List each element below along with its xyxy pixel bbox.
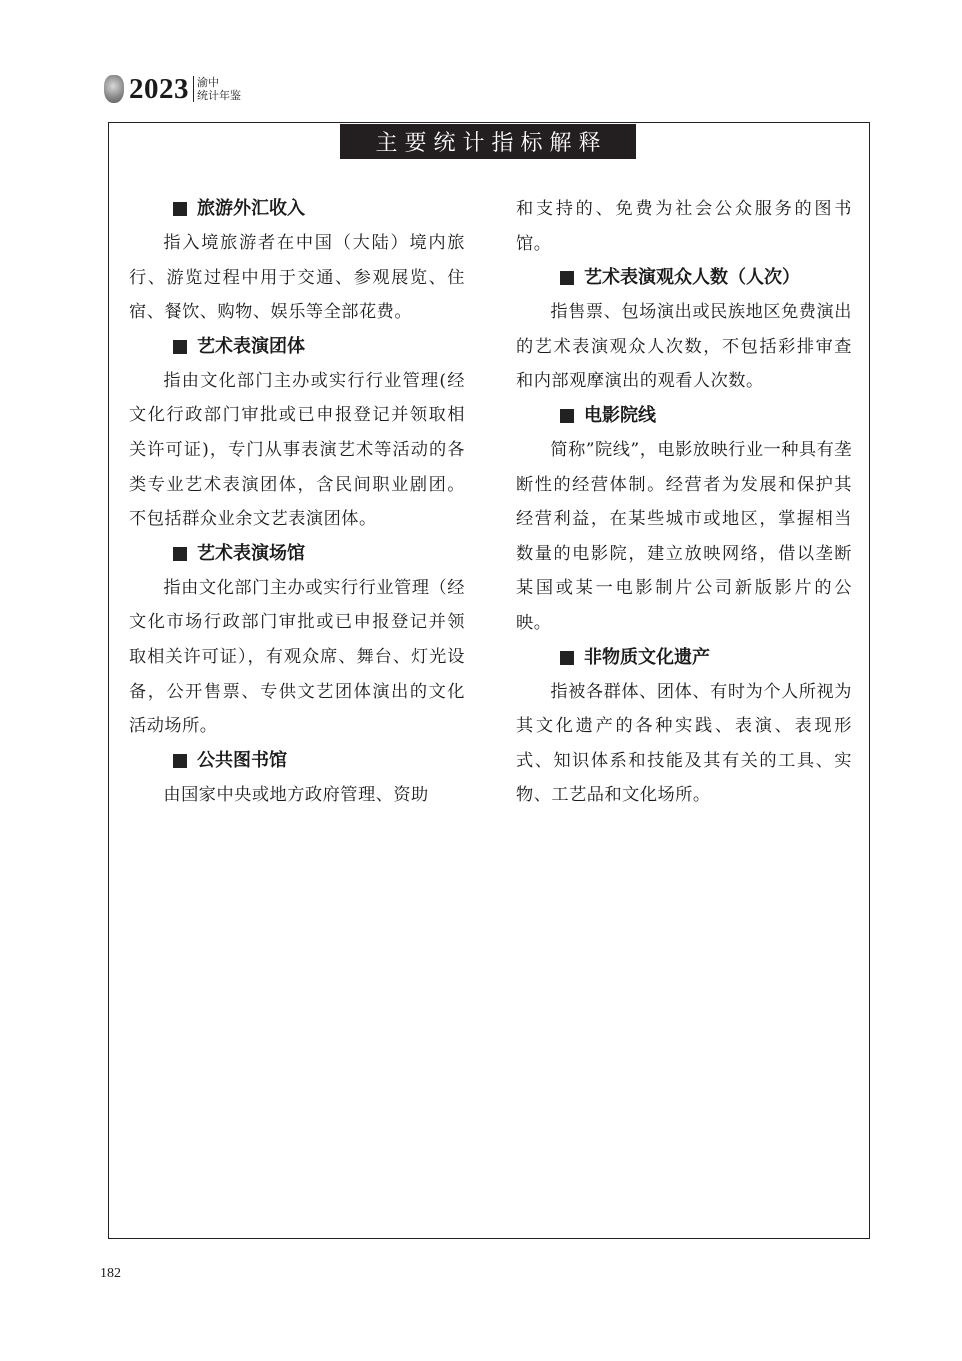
term-heading xyxy=(129,537,465,571)
term-heading-text: 非物质文化遗产 xyxy=(584,646,710,668)
term-heading-text: 公共图书馆 xyxy=(197,749,287,771)
term-heading-text: 艺术表演团体 xyxy=(197,335,305,357)
square-bullet-icon xyxy=(173,202,187,216)
term-definition: 由国家中央或地方政府管理、资助 xyxy=(163,784,429,805)
term-definition: 指入境旅游者在中国（大陆）境内旅行、游览过程中用于交通、参观展览、住宿、餐饮、购物、娱乐等全部花费。 xyxy=(129,233,465,323)
term-definition: 指被各群体、团体、有时为个人所视为其文化遗产的各种实践、表演、表现形式、知识体系和技能及其有关的工具、实物、工艺品和文化场所。 xyxy=(516,681,852,806)
term-heading xyxy=(129,744,465,778)
term-definition: 简称”院线”，电影放映行业一种具有垄断性的经营体制。经营者为发展和保护其经营利益，在某些城市或地区，掌握相当数量的电影院，建立放映网络，借以垄断某国或某一电影制片公司新版影片的公映。 xyxy=(516,439,852,633)
term-heading-text: 艺术表演场馆 xyxy=(197,542,305,564)
square-bullet-icon xyxy=(560,409,574,423)
term-heading xyxy=(516,641,852,675)
term-heading xyxy=(516,261,852,295)
term-definition-continued: 和支持的、免费为社会公众服务的图书馆。 xyxy=(516,199,852,254)
term-heading-text: 旅游外汇收入 xyxy=(197,198,305,219)
term-heading-text: 艺术表演观众人数（人次） xyxy=(584,267,800,289)
term-heading xyxy=(516,399,852,433)
right-column xyxy=(516,192,852,813)
header-subtitle xyxy=(193,76,241,102)
square-bullet-icon xyxy=(173,547,187,561)
running-header xyxy=(104,72,241,106)
section-banner: 主要统计指标解释 xyxy=(340,124,636,159)
square-bullet-icon xyxy=(173,340,187,354)
left-column xyxy=(129,192,465,812)
page-number: 182 xyxy=(100,1266,121,1281)
header-subtitle-line1: 渝中 xyxy=(197,76,219,89)
square-bullet-icon xyxy=(560,651,574,665)
term-heading xyxy=(129,330,465,364)
term-heading xyxy=(129,192,465,226)
term-heading-text: 电影院线 xyxy=(584,404,656,426)
square-bullet-icon xyxy=(173,754,187,768)
square-bullet-icon xyxy=(560,271,574,285)
header-subtitle-line2: 统计年鉴 xyxy=(197,89,241,102)
yearbook-logo-icon xyxy=(104,75,124,103)
term-definition: 指售票、包场演出或民族地区免费演出的艺术表演观众人次数，不包括彩排审查和内部观摩演出的观看人次数。 xyxy=(516,302,852,392)
term-definition: 指由文化部门主办或实行行业管理(经文化行政部门审批或已申报登记并领取相关许可证)，专门从事表演艺术等活动的各类专业艺术表演团体，含民间职业剧团。不包括群众业余文艺表演团体。 xyxy=(129,370,465,530)
term-definition: 指由文化部门主办或实行行业管理（经文化市场行政部门审批或已申报登记并领取相关许可证），有观众席、舞台、灯光设备，公开售票、专供文艺团体演出的文化活动场所。 xyxy=(129,577,465,737)
header-year: 2023 xyxy=(129,72,189,105)
